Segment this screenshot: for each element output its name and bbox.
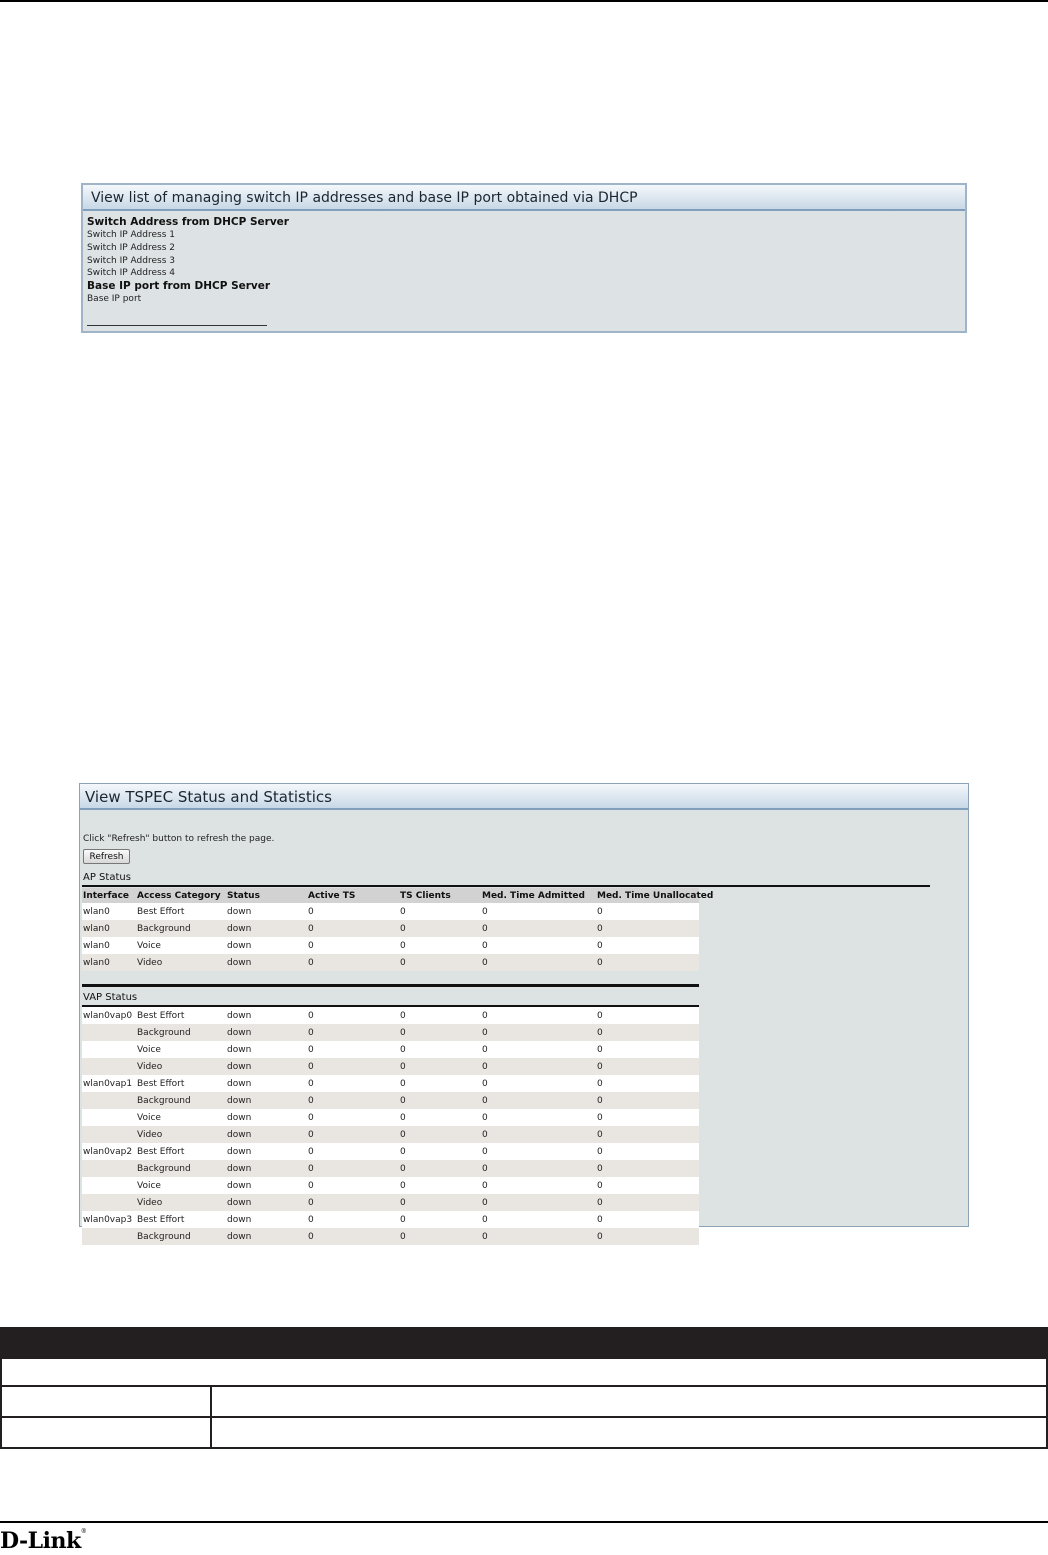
table-cell: Background (136, 920, 226, 937)
table-cell (82, 1194, 136, 1211)
table-cell: 0 (307, 903, 399, 920)
table-cell: 0 (307, 1109, 399, 1126)
table-cell: down (226, 903, 307, 920)
table-cell: down (226, 1007, 307, 1024)
table-row (82, 1126, 699, 1143)
table-cell: 0 (596, 1041, 699, 1058)
table-cell: down (226, 1160, 307, 1177)
table-cell: 0 (307, 1075, 399, 1092)
table-cell: down (226, 1109, 307, 1126)
table-cell (82, 1041, 136, 1058)
table-cell: 0 (399, 920, 481, 937)
tspec-panel-title: View TSPEC Status and Statistics (80, 784, 968, 810)
table-cell: 0 (399, 1160, 481, 1177)
table-cell: 0 (399, 1092, 481, 1109)
ap-status-table (82, 888, 714, 971)
table-cell: Background (136, 1024, 226, 1041)
table-cell: Best Effort (136, 1143, 226, 1160)
table-cell: 0 (481, 1058, 596, 1075)
document-table-row (0, 1387, 1048, 1418)
switch-ip-address-1-label: Switch IP Address 1 (87, 230, 175, 240)
table-cell: wlan0 (82, 920, 136, 937)
dlink-logo (0, 1528, 86, 1554)
table-cell: 0 (481, 1007, 596, 1024)
table-cell: 0 (481, 1177, 596, 1194)
table-cell: 0 (481, 1126, 596, 1143)
table-cell (82, 1160, 136, 1177)
table-row (82, 1143, 699, 1160)
ap-table-bottom-rule (82, 984, 699, 987)
switch-ip-address-3-label: Switch IP Address 3 (87, 255, 175, 266)
table-cell: 0 (307, 1007, 399, 1024)
table-cell: 0 (481, 1194, 596, 1211)
table-cell: Voice (136, 1041, 226, 1058)
table-cell: Best Effort (136, 1007, 226, 1024)
table-cell: 0 (307, 1160, 399, 1177)
table-row (82, 937, 699, 954)
table-cell: 0 (596, 1092, 699, 1109)
table-cell: Voice (136, 1177, 226, 1194)
table-row (82, 1211, 699, 1228)
table-cell: 0 (481, 1041, 596, 1058)
table-row (82, 903, 699, 920)
refresh-hint: Click "Refresh" button to refresh the page. (83, 834, 275, 844)
table-cell: 0 (481, 903, 596, 920)
logo-registered-mark: ® (80, 1528, 87, 1535)
table-cell: Background (136, 1160, 226, 1177)
vap-status-rows (82, 1007, 699, 1245)
table-row (82, 1177, 699, 1194)
column-header: Med. Time Admitted (481, 888, 596, 903)
table-cell: 0 (399, 1058, 481, 1075)
logo-text: D-Link (0, 1528, 81, 1554)
table-cell: wlan0vap2 (82, 1143, 136, 1160)
table-cell: Video (136, 954, 226, 971)
section-divider (87, 325, 267, 326)
table-cell: 0 (596, 954, 699, 971)
table-cell: 0 (481, 1024, 596, 1041)
document-table-cell (2, 1418, 212, 1447)
table-row (82, 1024, 699, 1041)
switch-address-section-heading: Switch Address from DHCP Server (87, 216, 289, 228)
table-cell: 0 (596, 1126, 699, 1143)
table-cell: Best Effort (136, 903, 226, 920)
ap-status-heading: AP Status (83, 872, 131, 883)
table-cell: 0 (481, 920, 596, 937)
table-cell: wlan0vap3 (82, 1211, 136, 1228)
table-cell: wlan0 (82, 903, 136, 920)
table-row (82, 1092, 699, 1109)
table-cell: down (226, 937, 307, 954)
table-cell: wlan0 (82, 954, 136, 971)
table-cell: 0 (399, 1228, 481, 1245)
table-cell: 0 (399, 1143, 481, 1160)
table-row (82, 920, 699, 937)
table-row (82, 954, 699, 971)
table-cell: down (226, 1126, 307, 1143)
dhcp-panel-body (83, 211, 965, 331)
document-table-row (0, 1359, 1048, 1387)
table-cell: 0 (481, 937, 596, 954)
table-cell: 0 (481, 1109, 596, 1126)
table-cell: wlan0vap1 (82, 1075, 136, 1092)
top-rule (0, 0, 1048, 2)
table-cell: 0 (596, 1109, 699, 1126)
table-cell: 0 (596, 920, 699, 937)
table-row (82, 1007, 699, 1024)
ap-status-rule (82, 885, 930, 887)
table-cell: 0 (596, 1024, 699, 1041)
table-cell: 0 (399, 1177, 481, 1194)
table-cell: 0 (307, 1024, 399, 1041)
vap-status-table (82, 1007, 699, 1245)
table-cell (82, 1109, 136, 1126)
refresh-button[interactable]: Refresh (83, 849, 130, 864)
table-cell: Video (136, 1058, 226, 1075)
column-header: Interface (82, 888, 136, 903)
table-row (82, 1228, 699, 1245)
table-cell: 0 (399, 903, 481, 920)
table-cell: Best Effort (136, 1211, 226, 1228)
table-cell (82, 1024, 136, 1041)
table-cell (82, 1058, 136, 1075)
table-cell (82, 1092, 136, 1109)
base-ip-port-label: Base IP port (87, 294, 142, 305)
table-cell: down (226, 954, 307, 971)
table-cell: down (226, 1041, 307, 1058)
table-cell: Voice (136, 1109, 226, 1126)
column-header: Access Category (136, 888, 226, 903)
dhcp-panel-title: View list of managing switch IP addresses and base IP port obtained via DHCP (83, 185, 965, 211)
table-cell: 0 (307, 1143, 399, 1160)
table-cell: 0 (307, 1058, 399, 1075)
table-cell: 0 (399, 1211, 481, 1228)
table-cell: 0 (399, 1194, 481, 1211)
document-table-cell (2, 1387, 212, 1416)
table-row (82, 1109, 699, 1126)
table-cell: 0 (307, 1041, 399, 1058)
table-cell: down (226, 1194, 307, 1211)
table-cell: Voice (136, 937, 226, 954)
table-cell: 0 (596, 1007, 699, 1024)
table-cell: 0 (481, 1143, 596, 1160)
table-cell: Best Effort (136, 1075, 226, 1092)
table-cell (82, 1228, 136, 1245)
table-row (82, 1058, 699, 1075)
column-header: Active TS (307, 888, 399, 903)
document-table (0, 1327, 1048, 1449)
table-cell: down (226, 1092, 307, 1109)
column-header: Status (226, 888, 307, 903)
table-cell: 0 (596, 1160, 699, 1177)
table-cell: 0 (399, 1109, 481, 1126)
table-cell: down (226, 1075, 307, 1092)
table-row (82, 1194, 699, 1211)
table-cell: down (226, 1143, 307, 1160)
table-cell: Background (136, 1092, 226, 1109)
table-cell: 0 (399, 937, 481, 954)
table-cell: 0 (596, 1211, 699, 1228)
table-cell: 0 (399, 1041, 481, 1058)
table-cell: 0 (596, 937, 699, 954)
table-cell: Video (136, 1194, 226, 1211)
switch-ip-address-2-label: Switch IP Address 2 (87, 242, 175, 253)
vap-status-heading: VAP Status (83, 992, 138, 1003)
table-row (82, 1041, 699, 1058)
table-row (82, 1160, 699, 1177)
table-cell: down (226, 1211, 307, 1228)
table-cell: 0 (399, 1126, 481, 1143)
table-cell: down (226, 1024, 307, 1041)
table-cell: 0 (596, 1075, 699, 1092)
table-cell: 0 (481, 1228, 596, 1245)
switch-ip-address-4-label: Switch IP Address 4 (87, 268, 175, 279)
table-cell: 0 (307, 1228, 399, 1245)
table-cell: 0 (596, 1177, 699, 1194)
table-cell: 0 (307, 920, 399, 937)
table-cell: 0 (399, 1075, 481, 1092)
table-cell: 0 (307, 1194, 399, 1211)
tspec-status-panel (79, 783, 969, 1242)
table-cell: 0 (307, 1211, 399, 1228)
ap-status-rows (82, 903, 699, 971)
table-cell: Video (136, 1126, 226, 1143)
column-header: Med. Time Unallocated (596, 888, 699, 903)
table-cell: down (226, 1228, 307, 1245)
table-cell: 0 (307, 1092, 399, 1109)
table-cell: 0 (481, 1075, 596, 1092)
table-cell: 0 (307, 937, 399, 954)
column-header: TS Clients (399, 888, 481, 903)
table-cell: 0 (481, 1211, 596, 1228)
table-cell: 0 (596, 1058, 699, 1075)
table-cell: 0 (596, 903, 699, 920)
footer-rule (0, 1521, 1048, 1523)
base-ip-port-section-heading: Base IP port from DHCP Server (87, 280, 271, 293)
table-row (82, 1075, 699, 1092)
table-cell: down (226, 920, 307, 937)
table-cell: 0 (481, 1160, 596, 1177)
table-cell (82, 1126, 136, 1143)
table-cell: 0 (596, 1228, 699, 1245)
table-cell: 0 (481, 954, 596, 971)
table-cell: wlan0vap0 (82, 1007, 136, 1024)
table-cell: down (226, 1058, 307, 1075)
dhcp-switch-panel (81, 183, 967, 333)
table-cell (82, 1177, 136, 1194)
document-table-header (0, 1327, 1048, 1359)
table-cell: 0 (481, 1092, 596, 1109)
table-cell: 0 (596, 1143, 699, 1160)
table-cell: 0 (307, 1126, 399, 1143)
table-cell: 0 (399, 1007, 481, 1024)
table-cell: 0 (399, 1024, 481, 1041)
table-cell: Background (136, 1228, 226, 1245)
document-table-row (0, 1418, 1048, 1449)
table-cell: 0 (399, 954, 481, 971)
table-cell: 0 (596, 1194, 699, 1211)
table-cell: 0 (307, 1177, 399, 1194)
table-cell: 0 (307, 954, 399, 971)
table-cell: wlan0 (82, 937, 136, 954)
table-cell: down (226, 1177, 307, 1194)
table-header-row (82, 888, 699, 903)
